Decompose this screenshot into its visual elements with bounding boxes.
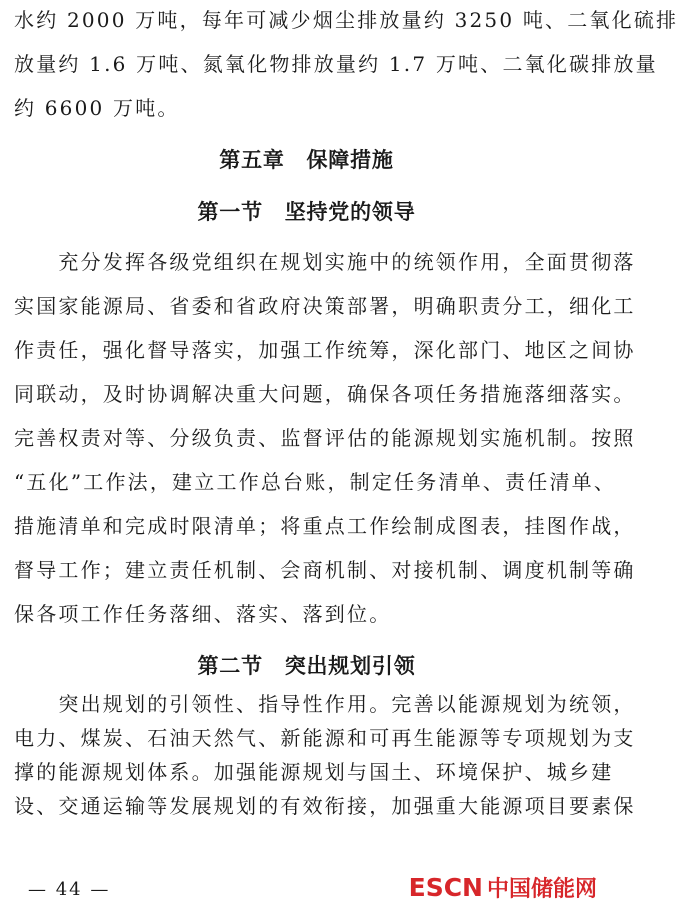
body-line: 同联动，及时协调解决重大问题，确保各项任务措施落细落实。 [14, 382, 636, 406]
body-line: 设、交通运输等发展规划的有效衔接，加强重大能源项目要素保 [14, 794, 636, 818]
body-line: 实国家能源局、省委和省政府决策部署，明确职责分工，细化工 [14, 294, 636, 318]
body-line: 电力、煤炭、石油天然气、新能源和可再生能源等专项规划为支 [14, 726, 636, 750]
watermark-latin: ESCN [408, 873, 483, 902]
page-number: — 44 — [28, 879, 111, 900]
body-line: 保各项工作任务落细、落实、落到位。 [14, 602, 392, 626]
body-line: 突出规划的引领性、指导性作用。完善以能源规划为统领， [14, 692, 636, 716]
body-line: 撑的能源规划体系。加强能源规划与国土、环境保护、城乡建 [14, 760, 614, 784]
body-line: 约 6600 万吨。 [14, 96, 180, 120]
watermark-cn: 中国储能网 [486, 877, 597, 902]
body-line: 放量约 1.6 万吨、氮氧化物排放量约 1.7 万吨、二氧化碳排放量 [14, 52, 658, 76]
section-title-1: 第一节 坚持党的领导 [197, 200, 416, 224]
body-line: “五化”工作法，建立工作总台账，制定任务清单、责任清单、 [14, 470, 617, 494]
body-line: 水约 2000 万吨，每年可减少烟尘排放量约 3250 吨、二氧化硫排 [14, 8, 678, 32]
body-line: 作责任，强化督导落实，加强工作统筹，深化部门、地区之间协 [14, 338, 636, 362]
body-line: 督导工作；建立责任机制、会商机制、对接机制、调度机制等确 [14, 558, 636, 582]
body-line: 完善权责对等、分级负责、监督评估的能源规划实施机制。按照 [14, 426, 636, 450]
section-title-2: 第二节 突出规划引领 [197, 654, 416, 678]
watermark-logo [409, 872, 597, 906]
chapter-title: 第五章 保障措施 [219, 148, 394, 172]
body-line: 措施清单和完成时限清单；将重点工作绘制成图表，挂图作战， [14, 514, 636, 538]
body-line: 充分发挥各级党组织在规划实施中的统领作用，全面贯彻落 [14, 250, 636, 274]
